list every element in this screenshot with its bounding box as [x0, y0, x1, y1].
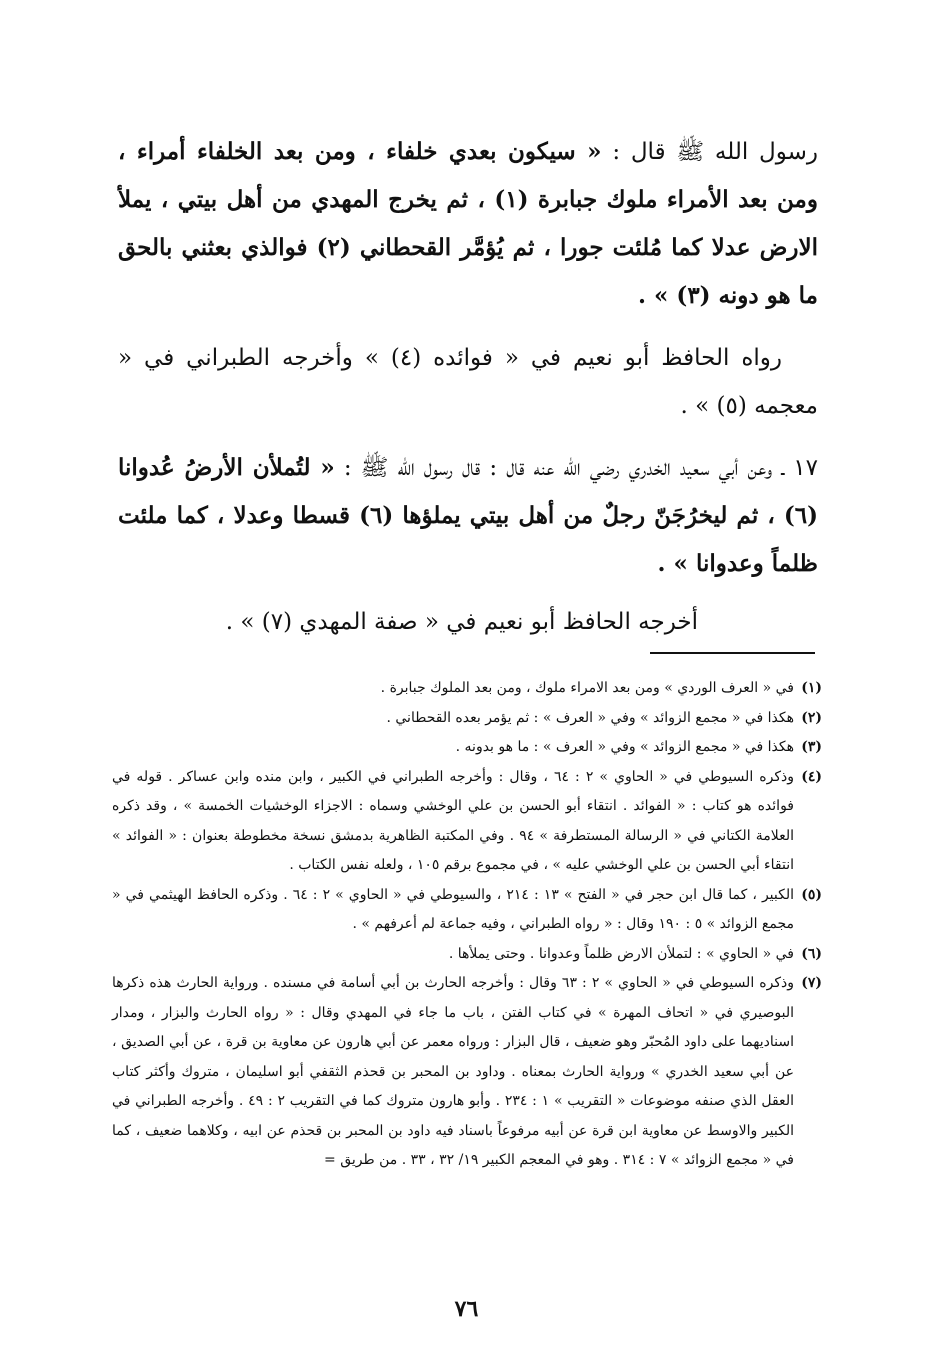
footnote: (٧) وذكره السيوطي في « الحاوي » ٢ : ٦٣ وقال : وأخرجه الحارث بن أبي أسامة في مسنده . ورواية الحارث هذه ذكرها البوصيري في « اتحاف المهرة » في كتاب الفتن ، باب ما جاء في المهدي وقال : « رواه الحارث والبزار ، ومدار اسناديهما على داود المُحبّر وهو ضعيف ، قال البزار : ورواه معمر عن أبي هارون عن معاوية بن قرة ، عن أبي الصديق ، عن أبي سعيد الخدري » ورواية الحارث بمعناه . وداود بن المحبر بن قحذم الثقفي أبو اسليمان ، متروك وأكثر كتاب العقل الذي صنفه موضوعات « التقريب » ١ : ٢٣٤ . وأبو هارون متروك كما في التقريب ٢ : ٤٩ . وأخرجه الطبراني في الكبير والاوسط عن معاوية ابن قرة عن أبيه مرفوعاً باسناد فيه داود بن المحبر بن قحذم عن ابيه ، وكلاهما ضعيف ، كما في « مجمع الزوائد » ٧ : ٣١٤ . وهو في المعجم الكبير ١٩/ ٣٢ ، ٣٣ . من طريق = [112, 975, 822, 1168]
footnote: (١) في « العرف الوردي » ومن بعد الامراء ملوك ، ومن بعد الملوك جبابرة . [380, 680, 822, 696]
source-paragraph-1: رواه الحافظ أبو نعيم في « فوائده (٤) » وأخرجه الطبراني في « معجمه (٥) » . [118, 345, 818, 419]
page-number: ٧٦ [454, 1296, 479, 1322]
hadith-quote: « لتُملأن الأرضُ عُدوانا (٦) ، ثم ليخرُجَنّ رجلٌ من أهل بيتي يملؤها (٦) قسطا وعدلا ، كما ملئت ظلماً وعدوانا » . [118, 454, 818, 577]
footnote: (٢) هكذا في « مجمع الزوائد » وفي « العرف » : ثم يؤمر بعده القحطاني . [386, 709, 822, 726]
footnotes [112, 674, 822, 1176]
hadith-paragraph-17: ١٧ ـ وعن أبي سعيد الخدري رضي الله عنه قال : قال رسول الله ﷺ : « لتُملأن الأرضُ عُدوانا (٦) ، ثم ليخرُجَنّ رجلٌ من أهل بيتي يملؤها (٦) قسطا وعدلا ، كما ملئت ظلماً وعدوانا » . [118, 454, 819, 577]
source-paragraph-2: أخرجه الحافظ أبو نعيم في « صفة المهدي (٧) » . [225, 609, 698, 635]
footnote: (٥) الكبير ، كما قال ابن حجر في « الفتح » ١٣ : ٢١٤ ، والسيوطي في « الحاوي » ٢ : ٦٤ . وذكره الحافظ الهيثمي في « مجمع الزوائد » ٥ : ١٩٠ وقال : « رواه الطبراني ، وفيه جماعة لم أعرفهم » . [112, 886, 822, 932]
hadith-number: ١٧ ـ [781, 455, 819, 481]
footnote: (٦) في « الحاوي » : لتملأن الارض ظلماً وعدوانا . وحتى يملأها . [448, 945, 822, 962]
main-text [118, 128, 818, 646]
footnote: (٣) هكذا في « مجمع الزوائد » وفي « العرف » : ما هو بدونه . [455, 739, 822, 755]
footnote-divider [650, 652, 815, 654]
hadith-paragraph-1: رسول الله ﷺ قال : « سيكون بعدي خلفاء ، ومن بعد الخلفاء أمراء ، ومن بعد الأمراء ملوك جبابرة (١) ، ثم يخرج المهدي من أهل بيتي ، يملأ الارض عدلا كما مُلئت جورا ، ثم يُؤمَّر القحطاني (٢) فوالذي بعثني بالحق ما هو دونه (٣) » . [118, 138, 819, 309]
footnote: (٤) وذكره السيوطي في « الحاوي » ٢ : ٦٤ ، وقال : وأخرجه الطبراني في الكبير ، وابن منده وابن عساكر . قوله في فوائده هو كتاب : « الفوائد . انتقاء أبو الحسن بن علي الوخشي وسماه : الاجزاء الوخشيات الخمسة » ، وقد ذكره العلامة الكتاني في « الرسالة المستطرفة » ٩٤ . وفي المكتبة الظاهرية بدمشق نسخة مخطوطة بعنوان : « الفوائد » انتقاء أبي الحسن بن علي الوخشي عليه » ، في مجموع برقم ١٠٥ ، ولعله نفس الكتاب . [112, 768, 822, 873]
hadith-quote: « سيكون بعدي خلفاء ، ومن بعد الخلفاء أمراء ، ومن بعد الأمراء ملوك جبابرة (١) ، ثم يخرج المهدي من أهل بيتي ، يملأ الارض عدلا كما مُلئت جورا ، ثم يُؤمَّر القحطاني (٢) فوالذي بعثني بالحق ما هو دونه (٣) » . [118, 138, 818, 309]
